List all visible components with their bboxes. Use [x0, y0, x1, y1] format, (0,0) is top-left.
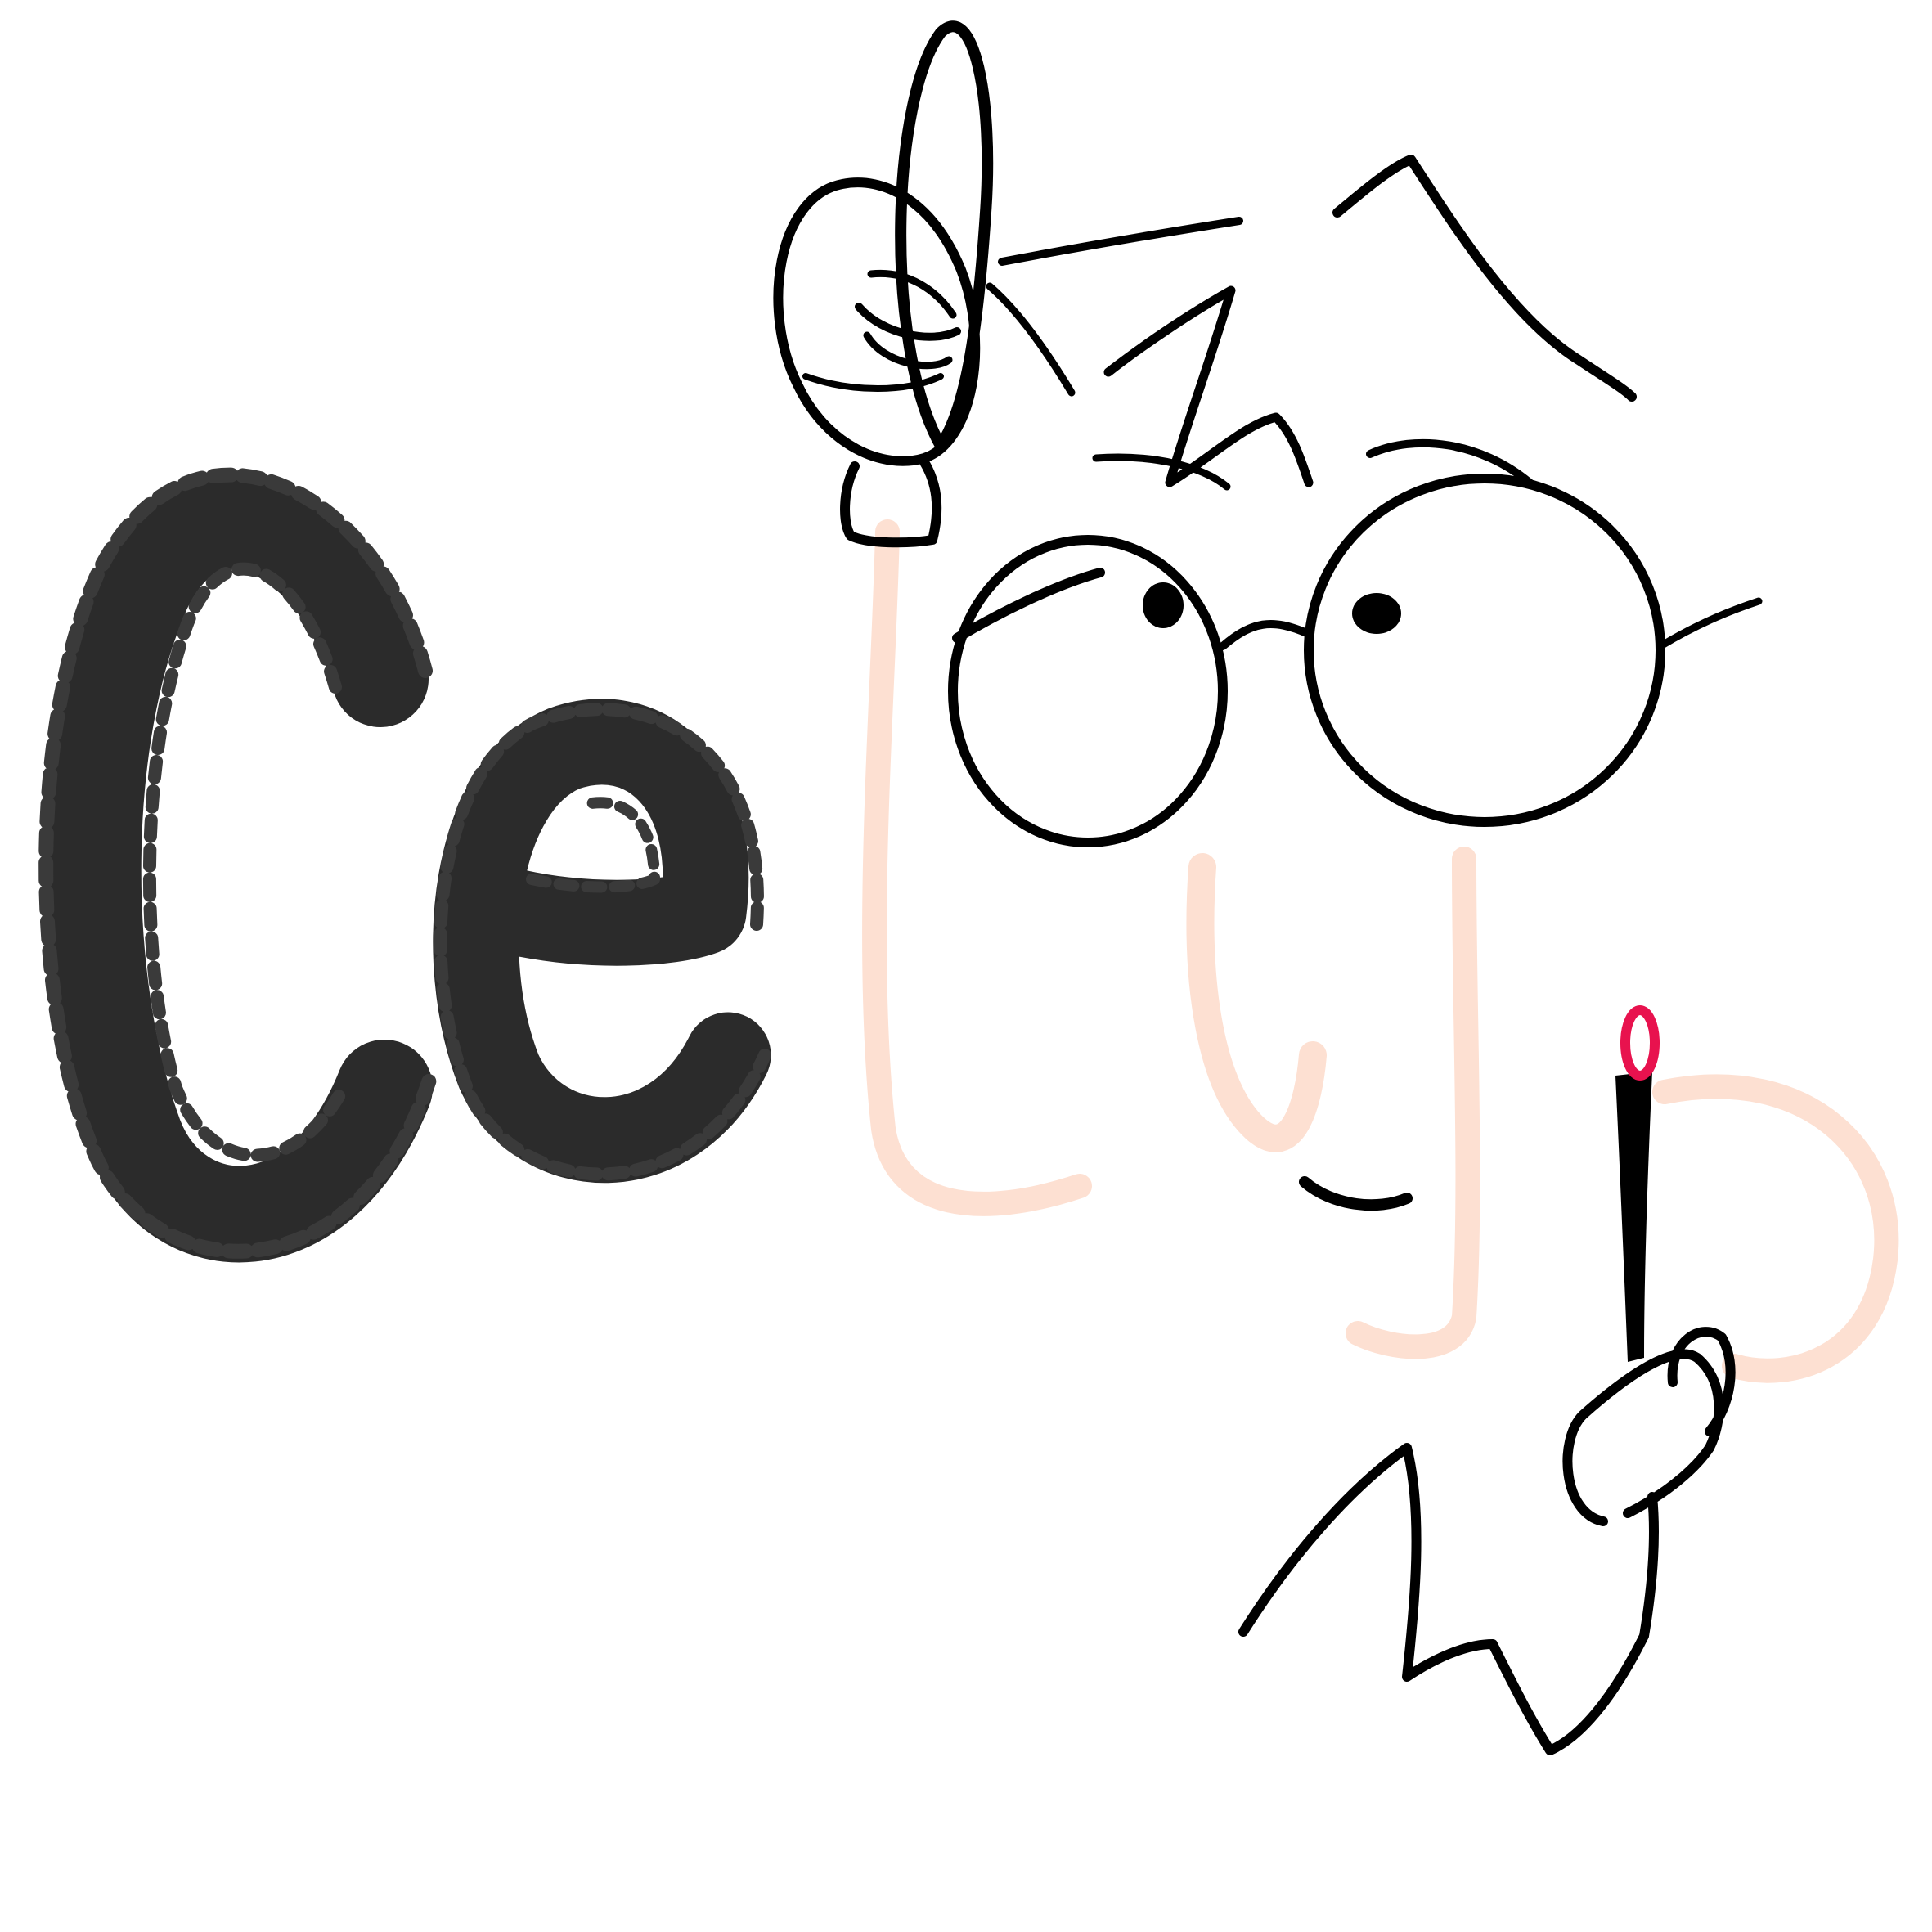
right-pupil	[1352, 593, 1401, 634]
left-pupil	[1143, 582, 1184, 628]
letter-e	[441, 709, 765, 1174]
